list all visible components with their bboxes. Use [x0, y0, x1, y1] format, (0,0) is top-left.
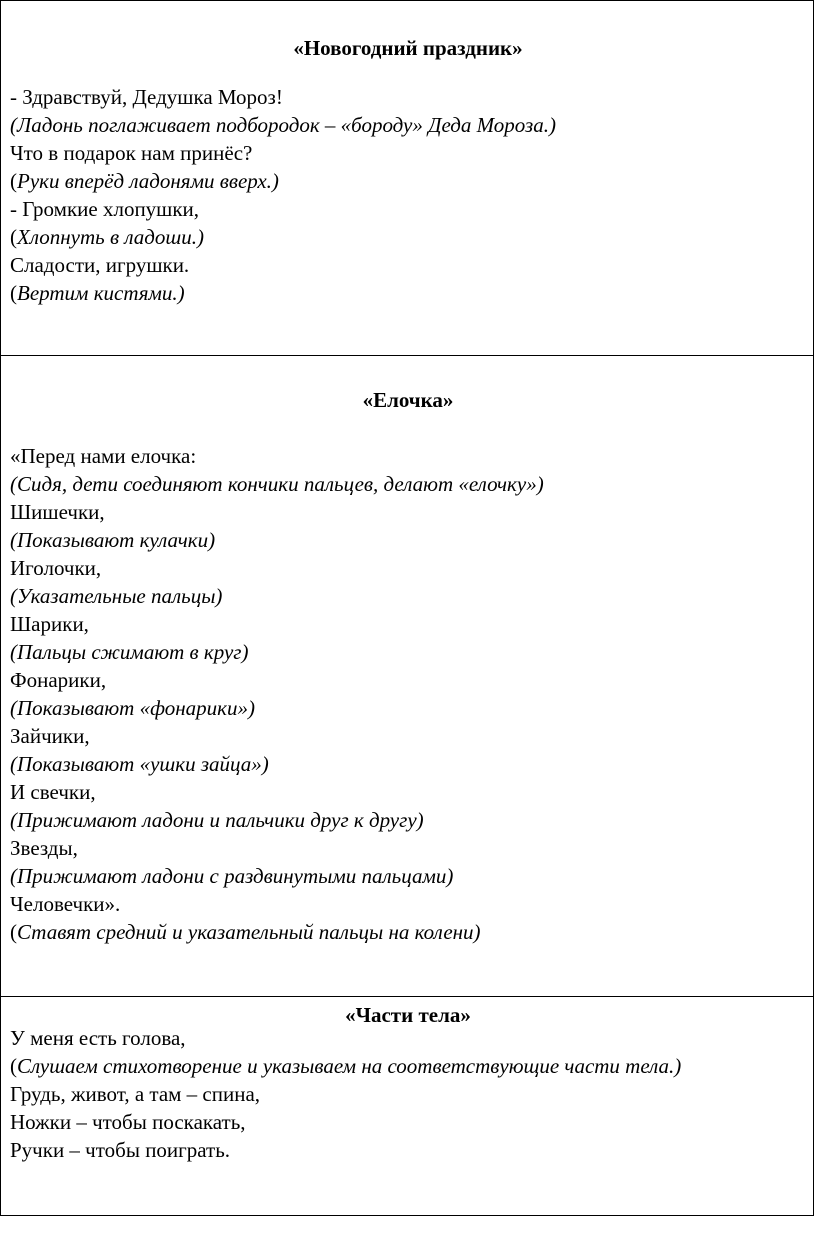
- verse-text: У меня есть голова,: [10, 1026, 186, 1050]
- instruction-line: [10, 750, 807, 778]
- instruction-line: [10, 806, 807, 834]
- verse-text: Что в подарок нам принёс?: [10, 141, 253, 165]
- verse-line: [10, 498, 807, 526]
- instruction-line: [10, 694, 807, 722]
- instruction-line: [10, 526, 807, 554]
- instruction-line: [10, 918, 807, 946]
- instruction-line: [10, 279, 807, 307]
- verse-line: [10, 251, 807, 279]
- instruction-line: [10, 862, 807, 890]
- instruction-text: (Показывают «ушки зайца»): [10, 752, 269, 776]
- open-paren: (: [10, 1054, 17, 1078]
- instruction-line: [10, 223, 807, 251]
- verse-text: Человечки».: [10, 892, 121, 916]
- instruction-text: (Прижимают ладони с раздвинутыми пальцами): [10, 864, 454, 888]
- instruction-text: (Сидя, дети соединяют кончики пальцев, делают «елочку»): [10, 472, 544, 496]
- verse-text: Грудь, живот, а там – спина,: [10, 1082, 261, 1106]
- section-body-parts: [0, 996, 814, 1216]
- instruction-text: (Указательные пальцы): [10, 584, 223, 608]
- verse-line: [10, 722, 807, 750]
- verse-line: [10, 1108, 807, 1136]
- section-new-year-celebration: [0, 0, 814, 356]
- verse-text: «Перед нами елочка:: [10, 444, 197, 468]
- verse-line: [10, 1136, 807, 1164]
- section-title: «Новогодний праздник»: [293, 36, 523, 60]
- open-paren: (: [10, 169, 17, 193]
- instruction-text: Руки вперёд ладонями вверх.): [17, 169, 279, 193]
- instruction-line: [10, 582, 807, 610]
- section-lines: [10, 442, 807, 946]
- verse-line: [10, 554, 807, 582]
- verse-text: Сладости, игрушки.: [10, 253, 190, 277]
- instruction-line: [10, 167, 807, 195]
- open-paren: (: [10, 281, 17, 305]
- verse-text: Фонарики,: [10, 668, 107, 692]
- verse-text: - Здравствуй, Дедушка Мороз!: [10, 85, 283, 109]
- section-title: «Елочка»: [362, 388, 454, 412]
- verse-text: Ручки – чтобы поиграть.: [10, 1138, 231, 1162]
- open-paren: (: [10, 920, 17, 944]
- instruction-text: (Пальцы сжимают в круг): [10, 640, 249, 664]
- verse-line: [10, 778, 807, 806]
- verse-line: [10, 442, 807, 470]
- instruction-line: [10, 1052, 807, 1080]
- instruction-text: Слушаем стихотворение и указываем на соответствующие части тела.): [17, 1054, 682, 1078]
- instruction-line: [10, 111, 807, 139]
- verse-line: [10, 610, 807, 638]
- section-title: «Части тела»: [345, 1003, 471, 1027]
- verse-line: [10, 83, 807, 111]
- verse-text: И свечки,: [10, 780, 96, 804]
- verse-text: Иголочки,: [10, 556, 102, 580]
- verse-text: Ножки – чтобы поскакать,: [10, 1110, 246, 1134]
- verse-line: [10, 834, 807, 862]
- instruction-line: [10, 470, 807, 498]
- section-fir-tree: [0, 355, 814, 997]
- verse-line: [10, 195, 807, 223]
- verse-text: Звезды,: [10, 836, 78, 860]
- instruction-text: (Ладонь поглаживает подбородок – «бороду» Деда Мороза.): [10, 113, 556, 137]
- verse-line: [10, 666, 807, 694]
- verse-text: - Громкие хлопушки,: [10, 197, 200, 221]
- verse-line: [10, 1080, 807, 1108]
- verse-line: [10, 890, 807, 918]
- instruction-text: Вертим кистями.): [17, 281, 185, 305]
- instruction-text: (Показывают «фонарики»): [10, 696, 255, 720]
- instruction-text: Хлопнуть в ладоши.): [17, 225, 204, 249]
- instruction-line: [10, 638, 807, 666]
- section-lines: [10, 83, 807, 307]
- instruction-text: (Прижимают ладони и пальчики друг к другу): [10, 808, 424, 832]
- verse-line: [10, 139, 807, 167]
- verse-text: Зайчики,: [10, 724, 90, 748]
- instruction-text: Ставят средний и указательный пальцы на колени): [17, 920, 481, 944]
- verse-line: [10, 1024, 807, 1052]
- verse-text: Шарики,: [10, 612, 89, 636]
- section-lines: [10, 1024, 807, 1164]
- open-paren: (: [10, 225, 17, 249]
- instruction-text: (Показывают кулачки): [10, 528, 216, 552]
- verse-text: Шишечки,: [10, 500, 105, 524]
